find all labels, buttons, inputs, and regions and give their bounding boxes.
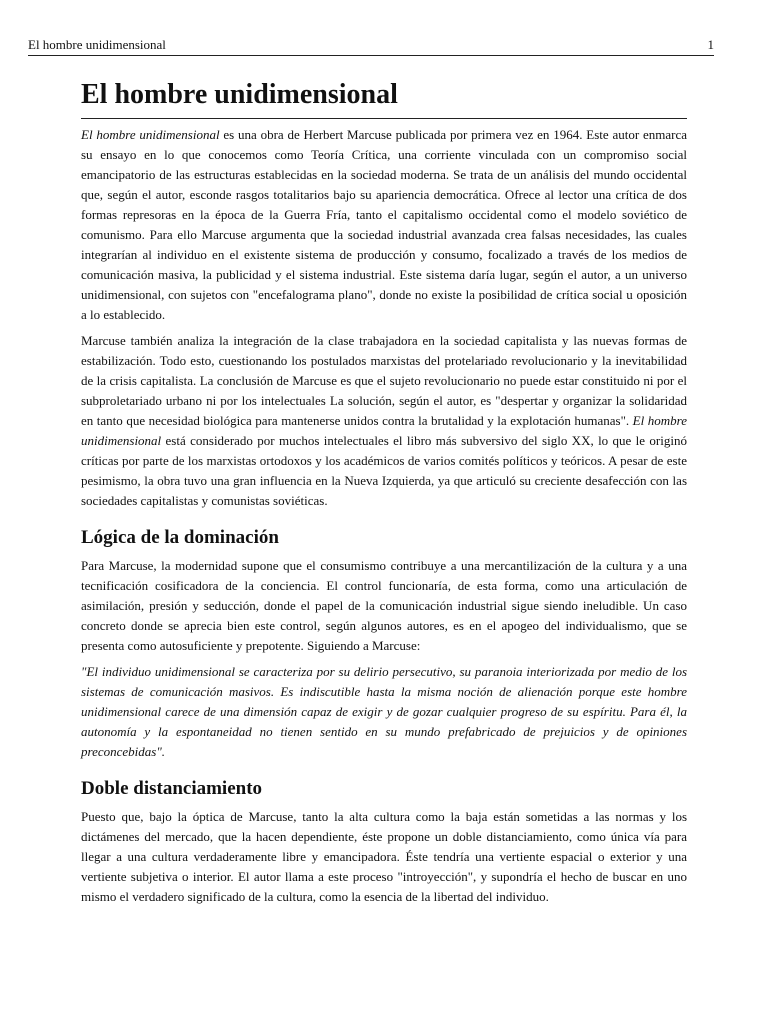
document-body [81,125,687,913]
document-page [28,0,714,1024]
section-heading-logica: Lógica de la dominación [81,527,279,548]
doble-paragraph-1: Puesto que, bajo la óptica de Marcuse, tanto la alta cultura como la baja están sometidas a las normas y los dictámenes del mercado, que la hacen dependiente, éste propone un doble distanciamiento, como única vía para llegar a una cultura verdaderamente libre y emancipadora. Éste tendría una vertiente espacial o exterior y una vertiente subjetiva o interior. El autor llama a este proceso "introyección", y supondría el hecho de buscar en uno mismo el verdadero significado de la cultura, como la esencia de la libertad del individuo. [81,809,687,904]
running-header-title: El hombre unidimensional [28,37,166,52]
intro-book-title: El hombre unidimensional [81,127,220,142]
intro-paragraph-2-book-title: El hombre unidimensional [81,413,687,448]
section-heading-doble: Doble distanciamiento [81,778,263,799]
intro-paragraph-1 [81,125,687,325]
intro-paragraph-2-text-a: Marcuse también analiza la integración de la clase trabajadora en la sociedad capitalista y las nuevas formas de estabilización. Todo esto, cuestionando los postulados marxistas del protelariado revolucionario y la inevitabilidad de la crisis capitalista. La conclusión de Marcuse es que el sujeto revolucionario no puede estar constituido ni por el subproletariado urbano ni por los intelectuales La solución, según el autor, es "despertar y organizar la solidaridad en tanto que necesidad biológica para mantenerse unidos contra la brutalidad y la explotación humanas". [81,333,687,428]
running-header [28,37,714,56]
intro-paragraph-2-text-b: está considerado por muchos intelectuales el libro más subversivo del siglo XX, lo que le originó críticas por parte de los marxistas ortodoxos y los académicos de varios comités políticos y teóricos. A pesar de este pesimismo, la obra tuvo una gran influencia en la Nueva Izquierda, ya que articuló su creciente desafección con las sociedades capitalistas y comunistas soviéticas. [81,433,687,508]
logica-paragraph-1: Para Marcuse, la modernidad supone que el consumismo contribuye a una mercantilización de la cultura y a una tecnificación cosificadora de la conciencia. El control funcionaría, de esta forma, como una articulación de asimilación, presión y seducción, donde el papel de la comunicación industrial sigue siendo ineludible. Un caso concreto donde se aprecia bien este control, según algunos autores, es en el apogeo del individualismo, que se presenta como autosuficiente y prepotente. Siguiendo a Marcuse: [81,558,687,653]
intro-paragraph-1-text: es una obra de Herbert Marcuse publicada por primera vez en 1964. Este autor enmarca su ensayo en lo que conocemos como Teoría Crítica, una corriente vinculada con un compromiso social emancipatorio de las estructuras establecidas en la sociedad moderna. Se trata de un análisis del mundo occidental que, según el autor, esconde rasgos totalitarios bajo su apariencia democrática. Ofrece al lector una crítica de dos formas represoras en la época de la Guerra Fría, tanto el capitalismo occidental como el modelo soviético de comunismo. Para ello Marcuse argumenta que la sociedad industrial avanzada crea falsas necesidades, las cuales integrarían al individuo en el existente sistema de producción y consumo, focalizado a través de los medios de comunicación masiva, la publicidad y el sistema industrial. Este sistema daría lugar, según el autor, a un universo unidimensional, con sujetos con "encefalograma plano", donde no existe la posibilidad de crítica social u oposición a lo establecido. [81,127,687,322]
intro-paragraph-2 [81,331,687,511]
marcuse-quote: "El individuo unidimensional se caracteriza por su delirio persecutivo, su paranoia interiorizada por medio de los sistemas de comunicación masivos. Es indiscutible hasta la misma noción de alienación porque este hombre unidimensional carece de una dimensión capaz de exigir y de gozar cualquier progreso de su espíritu. Para él, la autonomía y la espontaneidad no tienen sentido en su mundo prefabricado de prejuicios y de opiniones preconcebidas". [81,664,687,759]
page-number: 1 [707,37,714,52]
document-title: El hombre unidimensional [81,78,687,119]
